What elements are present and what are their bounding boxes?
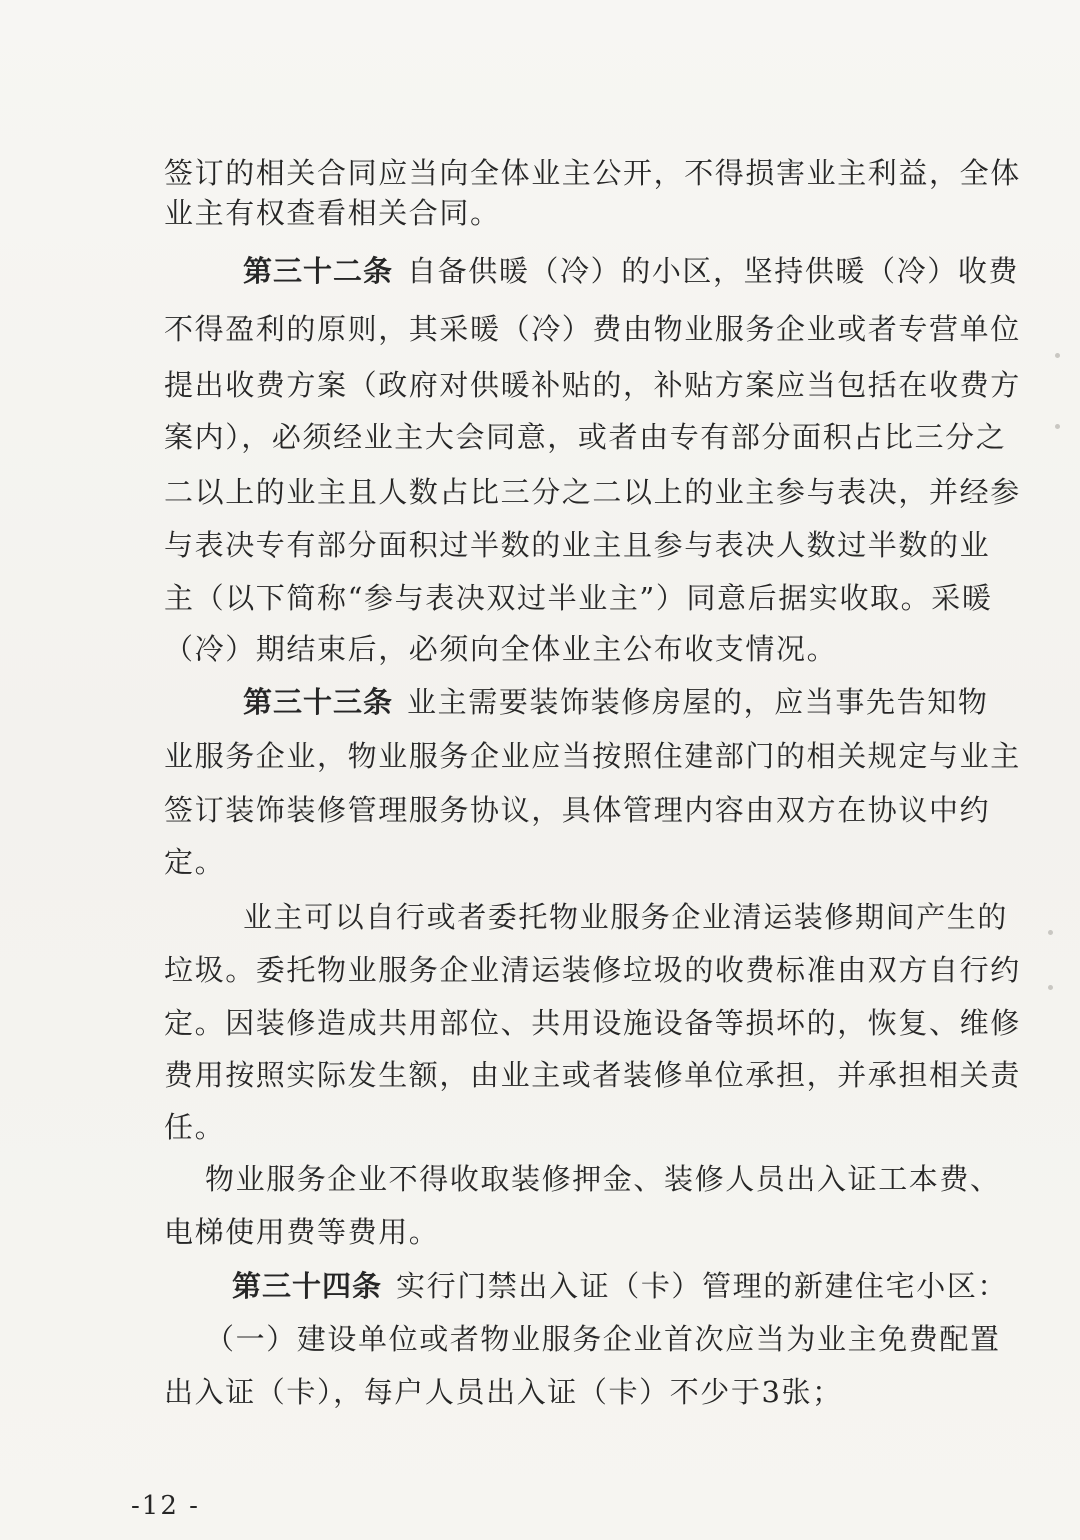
- article-34-text: 实行门禁出入证（卡）管理的新建住宅小区：: [396, 1269, 1009, 1303]
- binding-hole-mark: [1055, 424, 1060, 429]
- article-32-heading: 第三十二条: [243, 254, 394, 288]
- binding-hole-mark: [1048, 985, 1053, 990]
- article-34-heading: 第三十四条: [232, 1269, 383, 1303]
- article-32-text: 自备供暖（冷）的小区，坚持供暖（冷）收费: [407, 254, 1020, 288]
- body-line: 出入证（卡），每户人员出入证（卡）不少于3张；: [164, 1375, 843, 1409]
- body-line: （一）建设单位或者物业服务企业首次应当为业主免费配置: [205, 1322, 1001, 1356]
- body-line: 业主可以自行或者委托物业服务企业清运装修期间产生的: [243, 900, 1009, 934]
- article-33-text: 业主需要装饰装修房屋的，应当事先告知物: [407, 685, 989, 719]
- binding-hole-mark: [1055, 353, 1060, 358]
- article-34-line: [232, 1266, 1008, 1306]
- article-33-heading: 第三十三条: [243, 685, 394, 719]
- body-line: 电梯使用费等费用。: [164, 1215, 440, 1249]
- body-line: 签订装饰装修管理服务协议，具体管理内容由双方在协议中约: [164, 793, 991, 827]
- body-line: 提出收费方案（政府对供暖补贴的，补贴方案应当包括在收费方: [164, 368, 1021, 402]
- article-33-line: [243, 682, 988, 722]
- body-line: 业主有权查看相关合同。: [164, 196, 501, 230]
- body-line: 任。: [164, 1110, 226, 1144]
- body-line: 定。: [164, 845, 226, 879]
- body-line: 费用按照实际发生额，由业主或者装修单位承担，并承担相关责: [164, 1058, 1021, 1092]
- article-32-line: [243, 251, 1019, 291]
- body-line: （冷）期结束后，必须向全体业主公布收支情况。: [164, 632, 838, 666]
- body-line: 二以上的业主且人数占比三分之二以上的业主参与表决，并经参: [164, 475, 1021, 509]
- body-line: 主（以下简称“参与表决双过半业主”）同意后据实收取。采暖: [164, 581, 993, 615]
- body-line: 垃圾。委托物业服务企业清运装修垃圾的收费标准由双方自行约: [164, 953, 1021, 987]
- binding-hole-mark: [1048, 930, 1053, 935]
- body-line: 签订的相关合同应当向全体业主公开，不得损害业主利益，全体: [164, 156, 1021, 190]
- page-number: -12 -: [131, 1491, 200, 1521]
- body-line: 物业服务企业不得收取装修押金、装修人员出入证工本费、: [205, 1162, 1001, 1196]
- body-line: 定。因装修造成共用部位、共用设施设备等损坏的，恢复、维修: [164, 1006, 1021, 1040]
- body-line: 与表决专有部分面积过半数的业主且参与表决人数过半数的业: [164, 528, 991, 562]
- body-line: 业服务企业，物业服务企业应当按照住建部门的相关规定与业主: [164, 739, 1021, 773]
- body-line: 不得盈利的原则，其采暖（冷）费由物业服务企业或者专营单位: [164, 312, 1021, 346]
- body-line: 案内），必须经业主大会同意，或者由专有部分面积占比三分之: [164, 420, 1007, 454]
